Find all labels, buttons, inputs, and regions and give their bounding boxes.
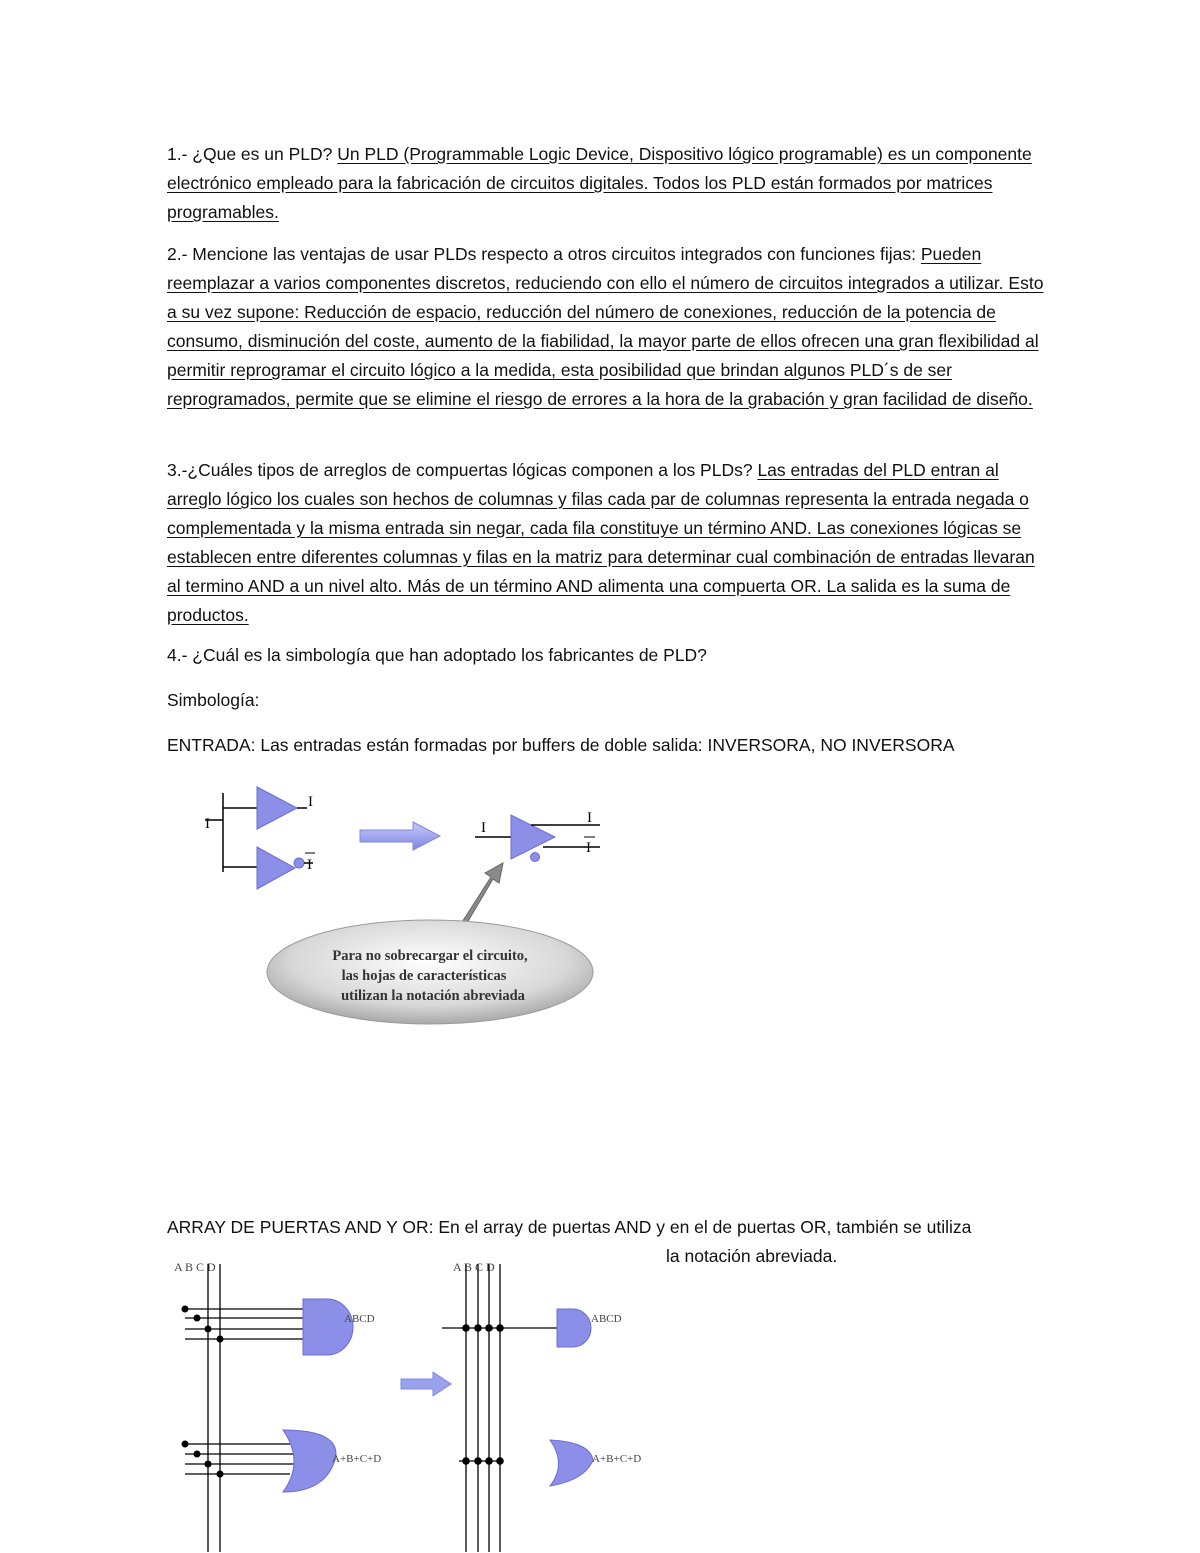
answer-1-text: Un PLD (Programmable Logic Device, Dispositivo lógico programable) es un componente electrónico empleado para la fabricación de circuitos digitales. Todos los PLD están formados por matrices programables. xyxy=(167,144,1032,222)
abbreviated-or-gate xyxy=(550,1440,593,1486)
abbrev-output-label: I xyxy=(587,810,592,826)
answer-3-text: Las entradas del PLD entran al arreglo lógico los cuales son hechos de columnas y filas cada par de columnas representa la entrada negada o complementada y la misma entrada sin negar, cada fila constituye un término AND. Las conexiones lógicas se establecen entre diferentes columnas y filas en la matriz para determinar cual combinación de entradas llevaran al termino AND a un nivel alto. Más de un término AND alimenta una compuerta OR. La salida es la suma de productos. xyxy=(167,460,1035,625)
inverter-output-label: I xyxy=(307,857,312,873)
left-inputs-label: A B C D xyxy=(174,1260,216,1274)
inverter-gate xyxy=(257,847,295,889)
entrada-text: Las entradas están formadas por buffers de doble salida: INVERSORA, NO INVERSORA xyxy=(255,735,955,755)
buffer-gate xyxy=(257,787,297,829)
question-3-text: 3.-¿Cuáles tipos de arreglos de compuertas lógicas componen a los PLDs? xyxy=(167,460,758,480)
abbreviated-bubble xyxy=(531,853,540,862)
question-2-text: 2.- Mencione las ventajas de usar PLDs respecto a otros circuitos integrados con funciones fijas: xyxy=(167,244,916,264)
array-figure xyxy=(165,1252,645,1552)
array-text-line2: la notación abreviada. xyxy=(666,1246,838,1266)
array-text-line1: En el array de puertas AND y en el de puertas OR, también se utiliza xyxy=(433,1217,972,1237)
left-and-output: ABCD xyxy=(344,1313,375,1325)
or-gate xyxy=(283,1430,336,1492)
question-1-text: 1.- ¿Que es un PLD? xyxy=(167,144,338,164)
array-paragraph xyxy=(167,1213,1047,1242)
inverter-bubble xyxy=(294,858,304,868)
array-label: ARRAY DE PUERTAS AND Y OR: xyxy=(167,1217,434,1237)
array-transform-arrow-icon xyxy=(401,1372,451,1396)
abbrev-negated-label: I xyxy=(586,840,591,856)
question-1 xyxy=(167,140,1047,227)
right-or-output: A+B+C+D xyxy=(592,1453,642,1465)
abbrev-input-label: I xyxy=(481,820,486,836)
question-2 xyxy=(167,240,1047,414)
callout-line-3: utilizan la notación abreviada xyxy=(341,988,525,1004)
buffer-figure xyxy=(195,775,615,1035)
question-4: 4.- ¿Cuál es la simbología que han adoptado los fabricantes de PLD? xyxy=(167,645,707,665)
answer-2-text: Pueden reemplazar a varios componentes discretos, reduciendo con ello el número de circuitos integrados a utilizar. Esto a su vez supone: Reducción de espacio, reducción del número de conexiones, reducción de la potencia de consumo, disminución del coste, aumento de la fiabilidad, la mayor parte de ellos ofrecen una gran flexibilidad al permitir reprogramar el circuito lógico a la medida, esta posibilidad que brindan algunos PLD´s de ser reprogramados, permite que se elimine el riesgo de errores a la hora de la grabación y gran facilidad de diseño. xyxy=(167,244,1044,409)
abbreviated-buffer-gate xyxy=(511,815,555,859)
buffer-output-label: I xyxy=(308,794,313,810)
callout-line-2: las hojas de características xyxy=(341,968,507,984)
right-inputs-label: A B C D xyxy=(453,1260,495,1274)
entrada-paragraph xyxy=(167,731,1047,760)
and-gate xyxy=(303,1299,353,1355)
callout-line-1: Para no sobrecargar el circuito, xyxy=(332,948,528,964)
entrada-label: ENTRADA: xyxy=(167,735,256,755)
abbreviated-and-gate xyxy=(557,1309,591,1347)
right-and-output: ABCD xyxy=(591,1313,622,1325)
input-label-i: I xyxy=(205,816,210,832)
transform-arrow-icon xyxy=(360,822,440,850)
left-or-output: A+B+C+D xyxy=(332,1453,382,1465)
question-3 xyxy=(167,456,1047,630)
simbologia-heading: Simbología: xyxy=(167,690,260,710)
